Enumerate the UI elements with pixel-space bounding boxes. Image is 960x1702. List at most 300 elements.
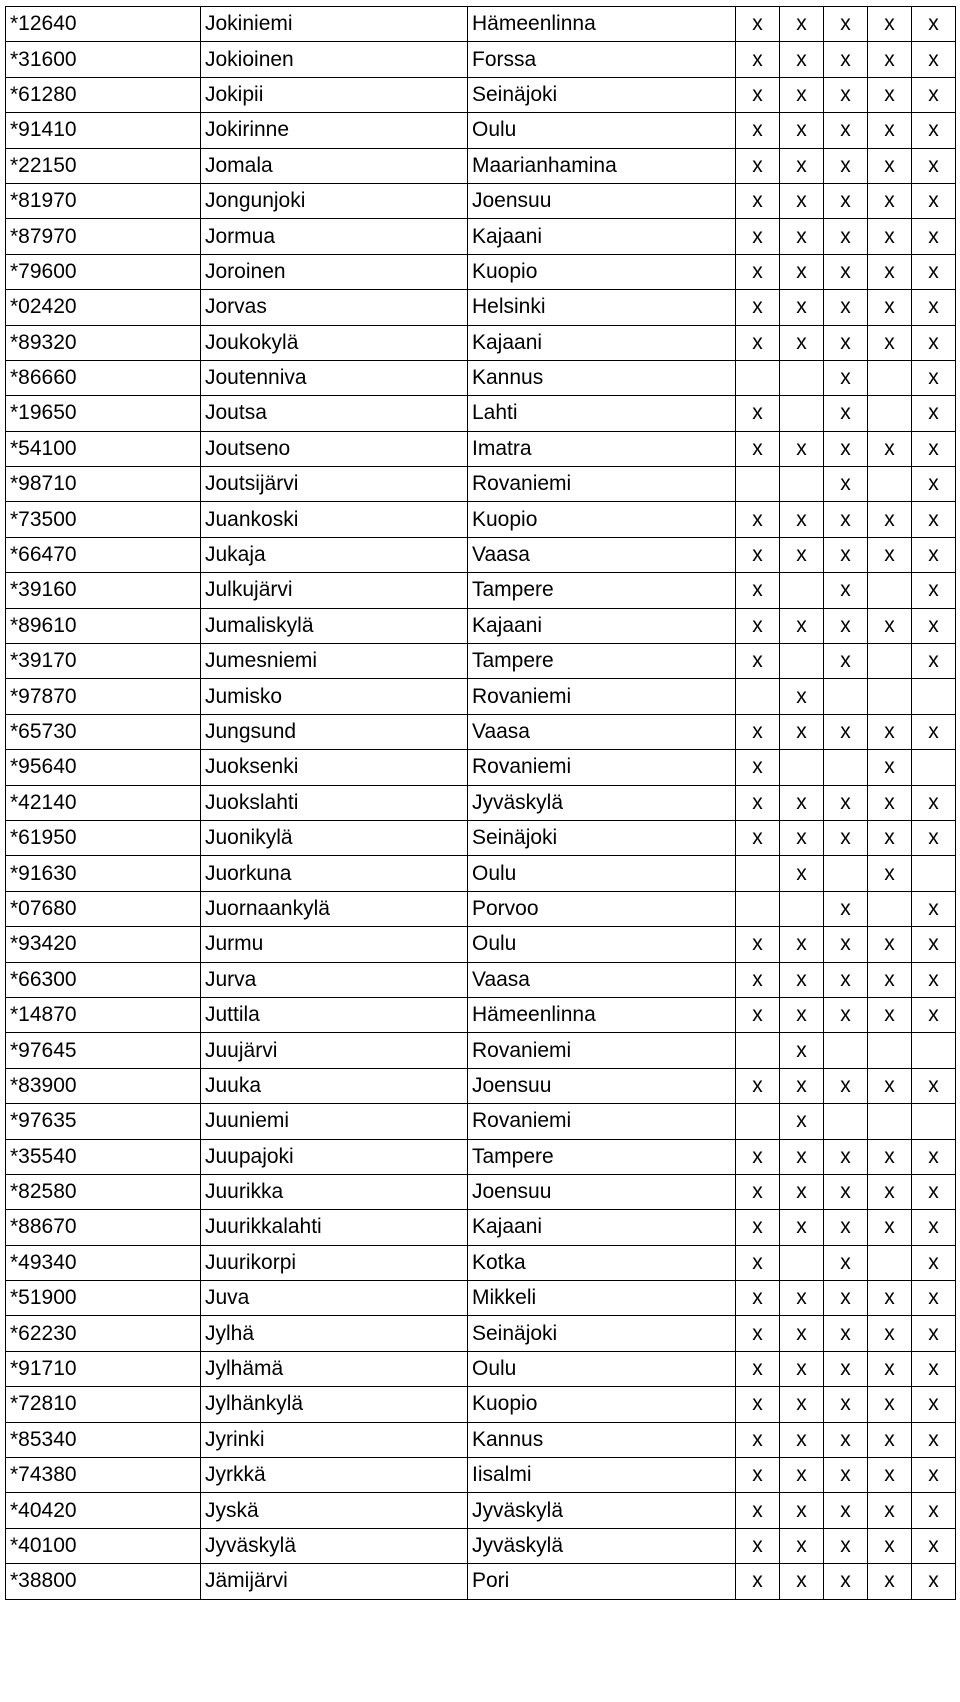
postal-code-cell: *74380 bbox=[6, 1458, 201, 1493]
mark-cell-1 bbox=[736, 1033, 780, 1068]
mark-cell-2: x bbox=[780, 1139, 824, 1174]
mark-cell-1: x bbox=[736, 290, 780, 325]
table-row bbox=[6, 573, 956, 608]
postal-code-cell: *95640 bbox=[6, 750, 201, 785]
mark-cell-1: x bbox=[736, 431, 780, 466]
mark-cell-1: x bbox=[736, 254, 780, 289]
postal-code-cell: *40100 bbox=[6, 1528, 201, 1563]
postal-code-cell: *65730 bbox=[6, 714, 201, 749]
mark-cell-3: x bbox=[824, 1387, 868, 1422]
mark-cell-3: x bbox=[824, 1422, 868, 1457]
locality-cell: Juoksenki bbox=[201, 750, 468, 785]
postal-code-cell: *39170 bbox=[6, 644, 201, 679]
table-row bbox=[6, 183, 956, 218]
mark-cell-2: x bbox=[780, 962, 824, 997]
mark-cell-5 bbox=[912, 856, 956, 891]
postal-code-cell: *61280 bbox=[6, 77, 201, 112]
mark-cell-2: x bbox=[780, 820, 824, 855]
table-row bbox=[6, 891, 956, 926]
mark-cell-1: x bbox=[736, 1422, 780, 1457]
mark-cell-2: x bbox=[780, 1281, 824, 1316]
city-cell: Rovaniemi bbox=[468, 1104, 736, 1139]
mark-cell-4: x bbox=[868, 1387, 912, 1422]
mark-cell-1: x bbox=[736, 1493, 780, 1528]
mark-cell-5: x bbox=[912, 962, 956, 997]
mark-cell-2: x bbox=[780, 1351, 824, 1386]
mark-cell-3: x bbox=[824, 113, 868, 148]
mark-cell-4: x bbox=[868, 183, 912, 218]
mark-cell-5: x bbox=[912, 431, 956, 466]
mark-cell-1: x bbox=[736, 573, 780, 608]
mark-cell-3: x bbox=[824, 891, 868, 926]
postal-code-cell: *93420 bbox=[6, 927, 201, 962]
mark-cell-5: x bbox=[912, 396, 956, 431]
city-cell: Helsinki bbox=[468, 290, 736, 325]
mark-cell-1: x bbox=[736, 537, 780, 572]
postal-code-cell: *07680 bbox=[6, 891, 201, 926]
locality-cell: Joutsijärvi bbox=[201, 467, 468, 502]
mark-cell-1: x bbox=[736, 1245, 780, 1280]
mark-cell-1 bbox=[736, 467, 780, 502]
postal-code-cell: *66300 bbox=[6, 962, 201, 997]
mark-cell-3 bbox=[824, 1104, 868, 1139]
postal-code-cell: *91630 bbox=[6, 856, 201, 891]
mark-cell-1: x bbox=[736, 820, 780, 855]
postal-code-cell: *66470 bbox=[6, 537, 201, 572]
locality-cell: Juankoski bbox=[201, 502, 468, 537]
mark-cell-2: x bbox=[780, 1458, 824, 1493]
mark-cell-2: x bbox=[780, 1493, 824, 1528]
mark-cell-2: x bbox=[780, 431, 824, 466]
city-cell: Kajaani bbox=[468, 219, 736, 254]
mark-cell-5: x bbox=[912, 1139, 956, 1174]
mark-cell-3: x bbox=[824, 1458, 868, 1493]
table-row bbox=[6, 679, 956, 714]
mark-cell-4: x bbox=[868, 1139, 912, 1174]
locality-cell: Jylhänkylä bbox=[201, 1387, 468, 1422]
mark-cell-5: x bbox=[912, 1281, 956, 1316]
postal-code-cell: *88670 bbox=[6, 1210, 201, 1245]
city-cell: Maarianhamina bbox=[468, 148, 736, 183]
city-cell: Oulu bbox=[468, 856, 736, 891]
locality-cell: Jukaja bbox=[201, 537, 468, 572]
table-row bbox=[6, 1564, 956, 1599]
postal-code-cell: *22150 bbox=[6, 148, 201, 183]
mark-cell-4: x bbox=[868, 962, 912, 997]
mark-cell-1: x bbox=[736, 183, 780, 218]
mark-cell-3: x bbox=[824, 431, 868, 466]
mark-cell-4: x bbox=[868, 820, 912, 855]
city-cell: Oulu bbox=[468, 927, 736, 962]
table-row bbox=[6, 7, 956, 42]
mark-cell-5 bbox=[912, 679, 956, 714]
table-row bbox=[6, 750, 956, 785]
city-cell: Iisalmi bbox=[468, 1458, 736, 1493]
city-cell: Vaasa bbox=[468, 537, 736, 572]
mark-cell-1: x bbox=[736, 7, 780, 42]
table-row bbox=[6, 820, 956, 855]
postal-code-cell: *87970 bbox=[6, 219, 201, 254]
city-cell: Kuopio bbox=[468, 1387, 736, 1422]
city-cell: Rovaniemi bbox=[468, 1033, 736, 1068]
city-cell: Seinäjoki bbox=[468, 1316, 736, 1351]
locality-cell: Joukokylä bbox=[201, 325, 468, 360]
mark-cell-1 bbox=[736, 856, 780, 891]
mark-cell-1: x bbox=[736, 1528, 780, 1563]
mark-cell-4: x bbox=[868, 113, 912, 148]
city-cell: Joensuu bbox=[468, 183, 736, 218]
mark-cell-3: x bbox=[824, 1245, 868, 1280]
postal-code-cell: *39160 bbox=[6, 573, 201, 608]
table-row bbox=[6, 219, 956, 254]
postal-code-cell: *98710 bbox=[6, 467, 201, 502]
city-cell: Jyväskylä bbox=[468, 1528, 736, 1563]
city-cell: Kotka bbox=[468, 1245, 736, 1280]
city-cell: Hämeenlinna bbox=[468, 7, 736, 42]
postal-code-cell: *61950 bbox=[6, 820, 201, 855]
city-cell: Porvoo bbox=[468, 891, 736, 926]
mark-cell-4: x bbox=[868, 608, 912, 643]
table-row bbox=[6, 290, 956, 325]
mark-cell-4: x bbox=[868, 1068, 912, 1103]
mark-cell-5: x bbox=[912, 360, 956, 395]
locality-cell: Jongunjoki bbox=[201, 183, 468, 218]
locality-cell: Joutenniva bbox=[201, 360, 468, 395]
city-cell: Tampere bbox=[468, 1139, 736, 1174]
locality-cell: Jämijärvi bbox=[201, 1564, 468, 1599]
mark-cell-3: x bbox=[824, 997, 868, 1032]
locality-cell: Jokipii bbox=[201, 77, 468, 112]
postal-code-cell: *83900 bbox=[6, 1068, 201, 1103]
mark-cell-1: x bbox=[736, 714, 780, 749]
mark-cell-2: x bbox=[780, 785, 824, 820]
mark-cell-1: x bbox=[736, 785, 780, 820]
mark-cell-4: x bbox=[868, 502, 912, 537]
table-row bbox=[6, 254, 956, 289]
mark-cell-3: x bbox=[824, 148, 868, 183]
table-row bbox=[6, 856, 956, 891]
city-cell: Kannus bbox=[468, 360, 736, 395]
mark-cell-2 bbox=[780, 396, 824, 431]
table-row bbox=[6, 396, 956, 431]
mark-cell-1: x bbox=[736, 502, 780, 537]
mark-cell-4 bbox=[868, 360, 912, 395]
mark-cell-2: x bbox=[780, 537, 824, 572]
city-cell: Vaasa bbox=[468, 962, 736, 997]
mark-cell-5: x bbox=[912, 997, 956, 1032]
mark-cell-3: x bbox=[824, 183, 868, 218]
mark-cell-3: x bbox=[824, 1068, 868, 1103]
locality-cell: Jumesniemi bbox=[201, 644, 468, 679]
mark-cell-5: x bbox=[912, 42, 956, 77]
postal-code-cell: *89610 bbox=[6, 608, 201, 643]
mark-cell-3: x bbox=[824, 927, 868, 962]
postal-code-cell: *85340 bbox=[6, 1422, 201, 1457]
mark-cell-2: x bbox=[780, 77, 824, 112]
city-cell: Pori bbox=[468, 1564, 736, 1599]
mark-cell-4 bbox=[868, 1104, 912, 1139]
city-cell: Seinäjoki bbox=[468, 77, 736, 112]
mark-cell-2: x bbox=[780, 290, 824, 325]
mark-cell-4: x bbox=[868, 77, 912, 112]
mark-cell-5: x bbox=[912, 467, 956, 502]
locality-cell: Jokioinen bbox=[201, 42, 468, 77]
mark-cell-3: x bbox=[824, 467, 868, 502]
mark-cell-2 bbox=[780, 573, 824, 608]
city-cell: Kuopio bbox=[468, 502, 736, 537]
mark-cell-2: x bbox=[780, 1210, 824, 1245]
locality-cell: Jyrkkä bbox=[201, 1458, 468, 1493]
city-cell: Kajaani bbox=[468, 608, 736, 643]
mark-cell-4: x bbox=[868, 290, 912, 325]
locality-cell: Jylhä bbox=[201, 1316, 468, 1351]
mark-cell-4 bbox=[868, 1033, 912, 1068]
city-cell: Rovaniemi bbox=[468, 679, 736, 714]
table-row bbox=[6, 1245, 956, 1280]
postal-code-cell: *38800 bbox=[6, 1564, 201, 1599]
postal-code-cell: *86660 bbox=[6, 360, 201, 395]
mark-cell-3: x bbox=[824, 396, 868, 431]
locality-cell: Juornaankylä bbox=[201, 891, 468, 926]
table-row bbox=[6, 1458, 956, 1493]
mark-cell-5: x bbox=[912, 1528, 956, 1563]
mark-cell-1: x bbox=[736, 750, 780, 785]
mark-cell-3: x bbox=[824, 644, 868, 679]
mark-cell-4 bbox=[868, 644, 912, 679]
mark-cell-3: x bbox=[824, 77, 868, 112]
city-cell: Kannus bbox=[468, 1422, 736, 1457]
mark-cell-1: x bbox=[736, 1139, 780, 1174]
postal-code-cell: *91410 bbox=[6, 113, 201, 148]
mark-cell-1: x bbox=[736, 962, 780, 997]
postal-code-cell: *62230 bbox=[6, 1316, 201, 1351]
mark-cell-2: x bbox=[780, 325, 824, 360]
mark-cell-5: x bbox=[912, 1458, 956, 1493]
postal-code-cell: *79600 bbox=[6, 254, 201, 289]
mark-cell-1: x bbox=[736, 1564, 780, 1599]
locality-cell: Juuniemi bbox=[201, 1104, 468, 1139]
locality-cell: Julkujärvi bbox=[201, 573, 468, 608]
locality-cell: Juva bbox=[201, 1281, 468, 1316]
mark-cell-2: x bbox=[780, 1104, 824, 1139]
mark-cell-3: x bbox=[824, 360, 868, 395]
mark-cell-2: x bbox=[780, 254, 824, 289]
table-row bbox=[6, 1104, 956, 1139]
postal-code-cell: *97870 bbox=[6, 679, 201, 714]
table-row bbox=[6, 1387, 956, 1422]
mark-cell-2 bbox=[780, 891, 824, 926]
mark-cell-4 bbox=[868, 679, 912, 714]
mark-cell-3 bbox=[824, 856, 868, 891]
table-row bbox=[6, 997, 956, 1032]
mark-cell-1 bbox=[736, 679, 780, 714]
locality-cell: Juurikkalahti bbox=[201, 1210, 468, 1245]
table-row bbox=[6, 1174, 956, 1209]
mark-cell-5: x bbox=[912, 325, 956, 360]
table-body bbox=[6, 7, 956, 1600]
postal-code-cell: *72810 bbox=[6, 1387, 201, 1422]
locality-cell: Joutseno bbox=[201, 431, 468, 466]
postal-code-cell: *19650 bbox=[6, 396, 201, 431]
mark-cell-5: x bbox=[912, 1493, 956, 1528]
mark-cell-2: x bbox=[780, 1316, 824, 1351]
city-cell: Seinäjoki bbox=[468, 820, 736, 855]
table-row bbox=[6, 325, 956, 360]
locality-cell: Jurva bbox=[201, 962, 468, 997]
locality-cell: Juokslahti bbox=[201, 785, 468, 820]
postal-code-cell: *97635 bbox=[6, 1104, 201, 1139]
mark-cell-1: x bbox=[736, 1387, 780, 1422]
table-row bbox=[6, 360, 956, 395]
mark-cell-2 bbox=[780, 360, 824, 395]
mark-cell-2: x bbox=[780, 1564, 824, 1599]
locality-cell: Jomala bbox=[201, 148, 468, 183]
mark-cell-1: x bbox=[736, 113, 780, 148]
mark-cell-5: x bbox=[912, 820, 956, 855]
mark-cell-2: x bbox=[780, 1422, 824, 1457]
postal-code-cell: *49340 bbox=[6, 1245, 201, 1280]
table-row bbox=[6, 1281, 956, 1316]
mark-cell-2: x bbox=[780, 42, 824, 77]
mark-cell-4: x bbox=[868, 1564, 912, 1599]
mark-cell-4: x bbox=[868, 219, 912, 254]
mark-cell-5 bbox=[912, 1033, 956, 1068]
mark-cell-5: x bbox=[912, 1422, 956, 1457]
mark-cell-3: x bbox=[824, 608, 868, 643]
locality-cell: Joutsa bbox=[201, 396, 468, 431]
mark-cell-1: x bbox=[736, 1281, 780, 1316]
mark-cell-4: x bbox=[868, 927, 912, 962]
mark-cell-5: x bbox=[912, 644, 956, 679]
mark-cell-5: x bbox=[912, 254, 956, 289]
locality-cell: Juurikka bbox=[201, 1174, 468, 1209]
mark-cell-5: x bbox=[912, 1245, 956, 1280]
mark-cell-5: x bbox=[912, 502, 956, 537]
mark-cell-1: x bbox=[736, 927, 780, 962]
city-cell: Imatra bbox=[468, 431, 736, 466]
city-cell: Jyväskylä bbox=[468, 785, 736, 820]
mark-cell-2: x bbox=[780, 148, 824, 183]
city-cell: Oulu bbox=[468, 1351, 736, 1386]
mark-cell-5: x bbox=[912, 573, 956, 608]
mark-cell-1: x bbox=[736, 1316, 780, 1351]
table-row bbox=[6, 1210, 956, 1245]
locality-cell: Jyväskylä bbox=[201, 1528, 468, 1563]
mark-cell-2 bbox=[780, 1245, 824, 1280]
mark-cell-4: x bbox=[868, 1422, 912, 1457]
mark-cell-4: x bbox=[868, 1528, 912, 1563]
city-cell: Kajaani bbox=[468, 1210, 736, 1245]
mark-cell-2 bbox=[780, 750, 824, 785]
mark-cell-3: x bbox=[824, 962, 868, 997]
mark-cell-4: x bbox=[868, 750, 912, 785]
mark-cell-3: x bbox=[824, 1174, 868, 1209]
table-row bbox=[6, 1068, 956, 1103]
table-row bbox=[6, 77, 956, 112]
mark-cell-4: x bbox=[868, 1351, 912, 1386]
locality-cell: Joroinen bbox=[201, 254, 468, 289]
mark-cell-4: x bbox=[868, 1174, 912, 1209]
mark-cell-3: x bbox=[824, 254, 868, 289]
city-cell: Oulu bbox=[468, 113, 736, 148]
table-row bbox=[6, 1316, 956, 1351]
mark-cell-2: x bbox=[780, 679, 824, 714]
mark-cell-5: x bbox=[912, 608, 956, 643]
mark-cell-3: x bbox=[824, 219, 868, 254]
mark-cell-1: x bbox=[736, 396, 780, 431]
table-row bbox=[6, 1139, 956, 1174]
mark-cell-5 bbox=[912, 750, 956, 785]
mark-cell-5: x bbox=[912, 113, 956, 148]
locality-cell: Juuka bbox=[201, 1068, 468, 1103]
mark-cell-4: x bbox=[868, 1210, 912, 1245]
mark-cell-1: x bbox=[736, 219, 780, 254]
mark-cell-4: x bbox=[868, 325, 912, 360]
mark-cell-3: x bbox=[824, 42, 868, 77]
city-cell: Lahti bbox=[468, 396, 736, 431]
mark-cell-2: x bbox=[780, 502, 824, 537]
mark-cell-5: x bbox=[912, 183, 956, 218]
mark-cell-1: x bbox=[736, 77, 780, 112]
mark-cell-1: x bbox=[736, 1174, 780, 1209]
mark-cell-3: x bbox=[824, 1493, 868, 1528]
mark-cell-2: x bbox=[780, 1528, 824, 1563]
mark-cell-1: x bbox=[736, 1068, 780, 1103]
table-row bbox=[6, 1351, 956, 1386]
postal-code-cell: *42140 bbox=[6, 785, 201, 820]
city-cell: Tampere bbox=[468, 644, 736, 679]
mark-cell-2: x bbox=[780, 183, 824, 218]
table-row bbox=[6, 714, 956, 749]
mark-cell-4 bbox=[868, 573, 912, 608]
mark-cell-3: x bbox=[824, 537, 868, 572]
mark-cell-4: x bbox=[868, 1493, 912, 1528]
mark-cell-2: x bbox=[780, 856, 824, 891]
mark-cell-4: x bbox=[868, 254, 912, 289]
mark-cell-5: x bbox=[912, 77, 956, 112]
city-cell: Forssa bbox=[468, 42, 736, 77]
table-row bbox=[6, 148, 956, 183]
mark-cell-1: x bbox=[736, 644, 780, 679]
city-cell: Joensuu bbox=[468, 1174, 736, 1209]
table-row bbox=[6, 431, 956, 466]
mark-cell-4 bbox=[868, 1245, 912, 1280]
mark-cell-3: x bbox=[824, 1139, 868, 1174]
mark-cell-3: x bbox=[824, 785, 868, 820]
city-cell: Vaasa bbox=[468, 714, 736, 749]
mark-cell-3: x bbox=[824, 1528, 868, 1563]
mark-cell-1: x bbox=[736, 1351, 780, 1386]
mark-cell-1: x bbox=[736, 1210, 780, 1245]
locality-cell: Juupajoki bbox=[201, 1139, 468, 1174]
mark-cell-1: x bbox=[736, 148, 780, 183]
postal-code-cell: *14870 bbox=[6, 997, 201, 1032]
mark-cell-3: x bbox=[824, 1281, 868, 1316]
mark-cell-5: x bbox=[912, 891, 956, 926]
mark-cell-2: x bbox=[780, 1033, 824, 1068]
mark-cell-2 bbox=[780, 644, 824, 679]
mark-cell-2: x bbox=[780, 1068, 824, 1103]
mark-cell-5: x bbox=[912, 714, 956, 749]
locality-cell: Jungsund bbox=[201, 714, 468, 749]
locality-cell: Jurmu bbox=[201, 927, 468, 962]
table-row bbox=[6, 1033, 956, 1068]
mark-cell-1: x bbox=[736, 1458, 780, 1493]
mark-cell-3 bbox=[824, 679, 868, 714]
mark-cell-1: x bbox=[736, 325, 780, 360]
mark-cell-5: x bbox=[912, 219, 956, 254]
postal-code-cell: *51900 bbox=[6, 1281, 201, 1316]
